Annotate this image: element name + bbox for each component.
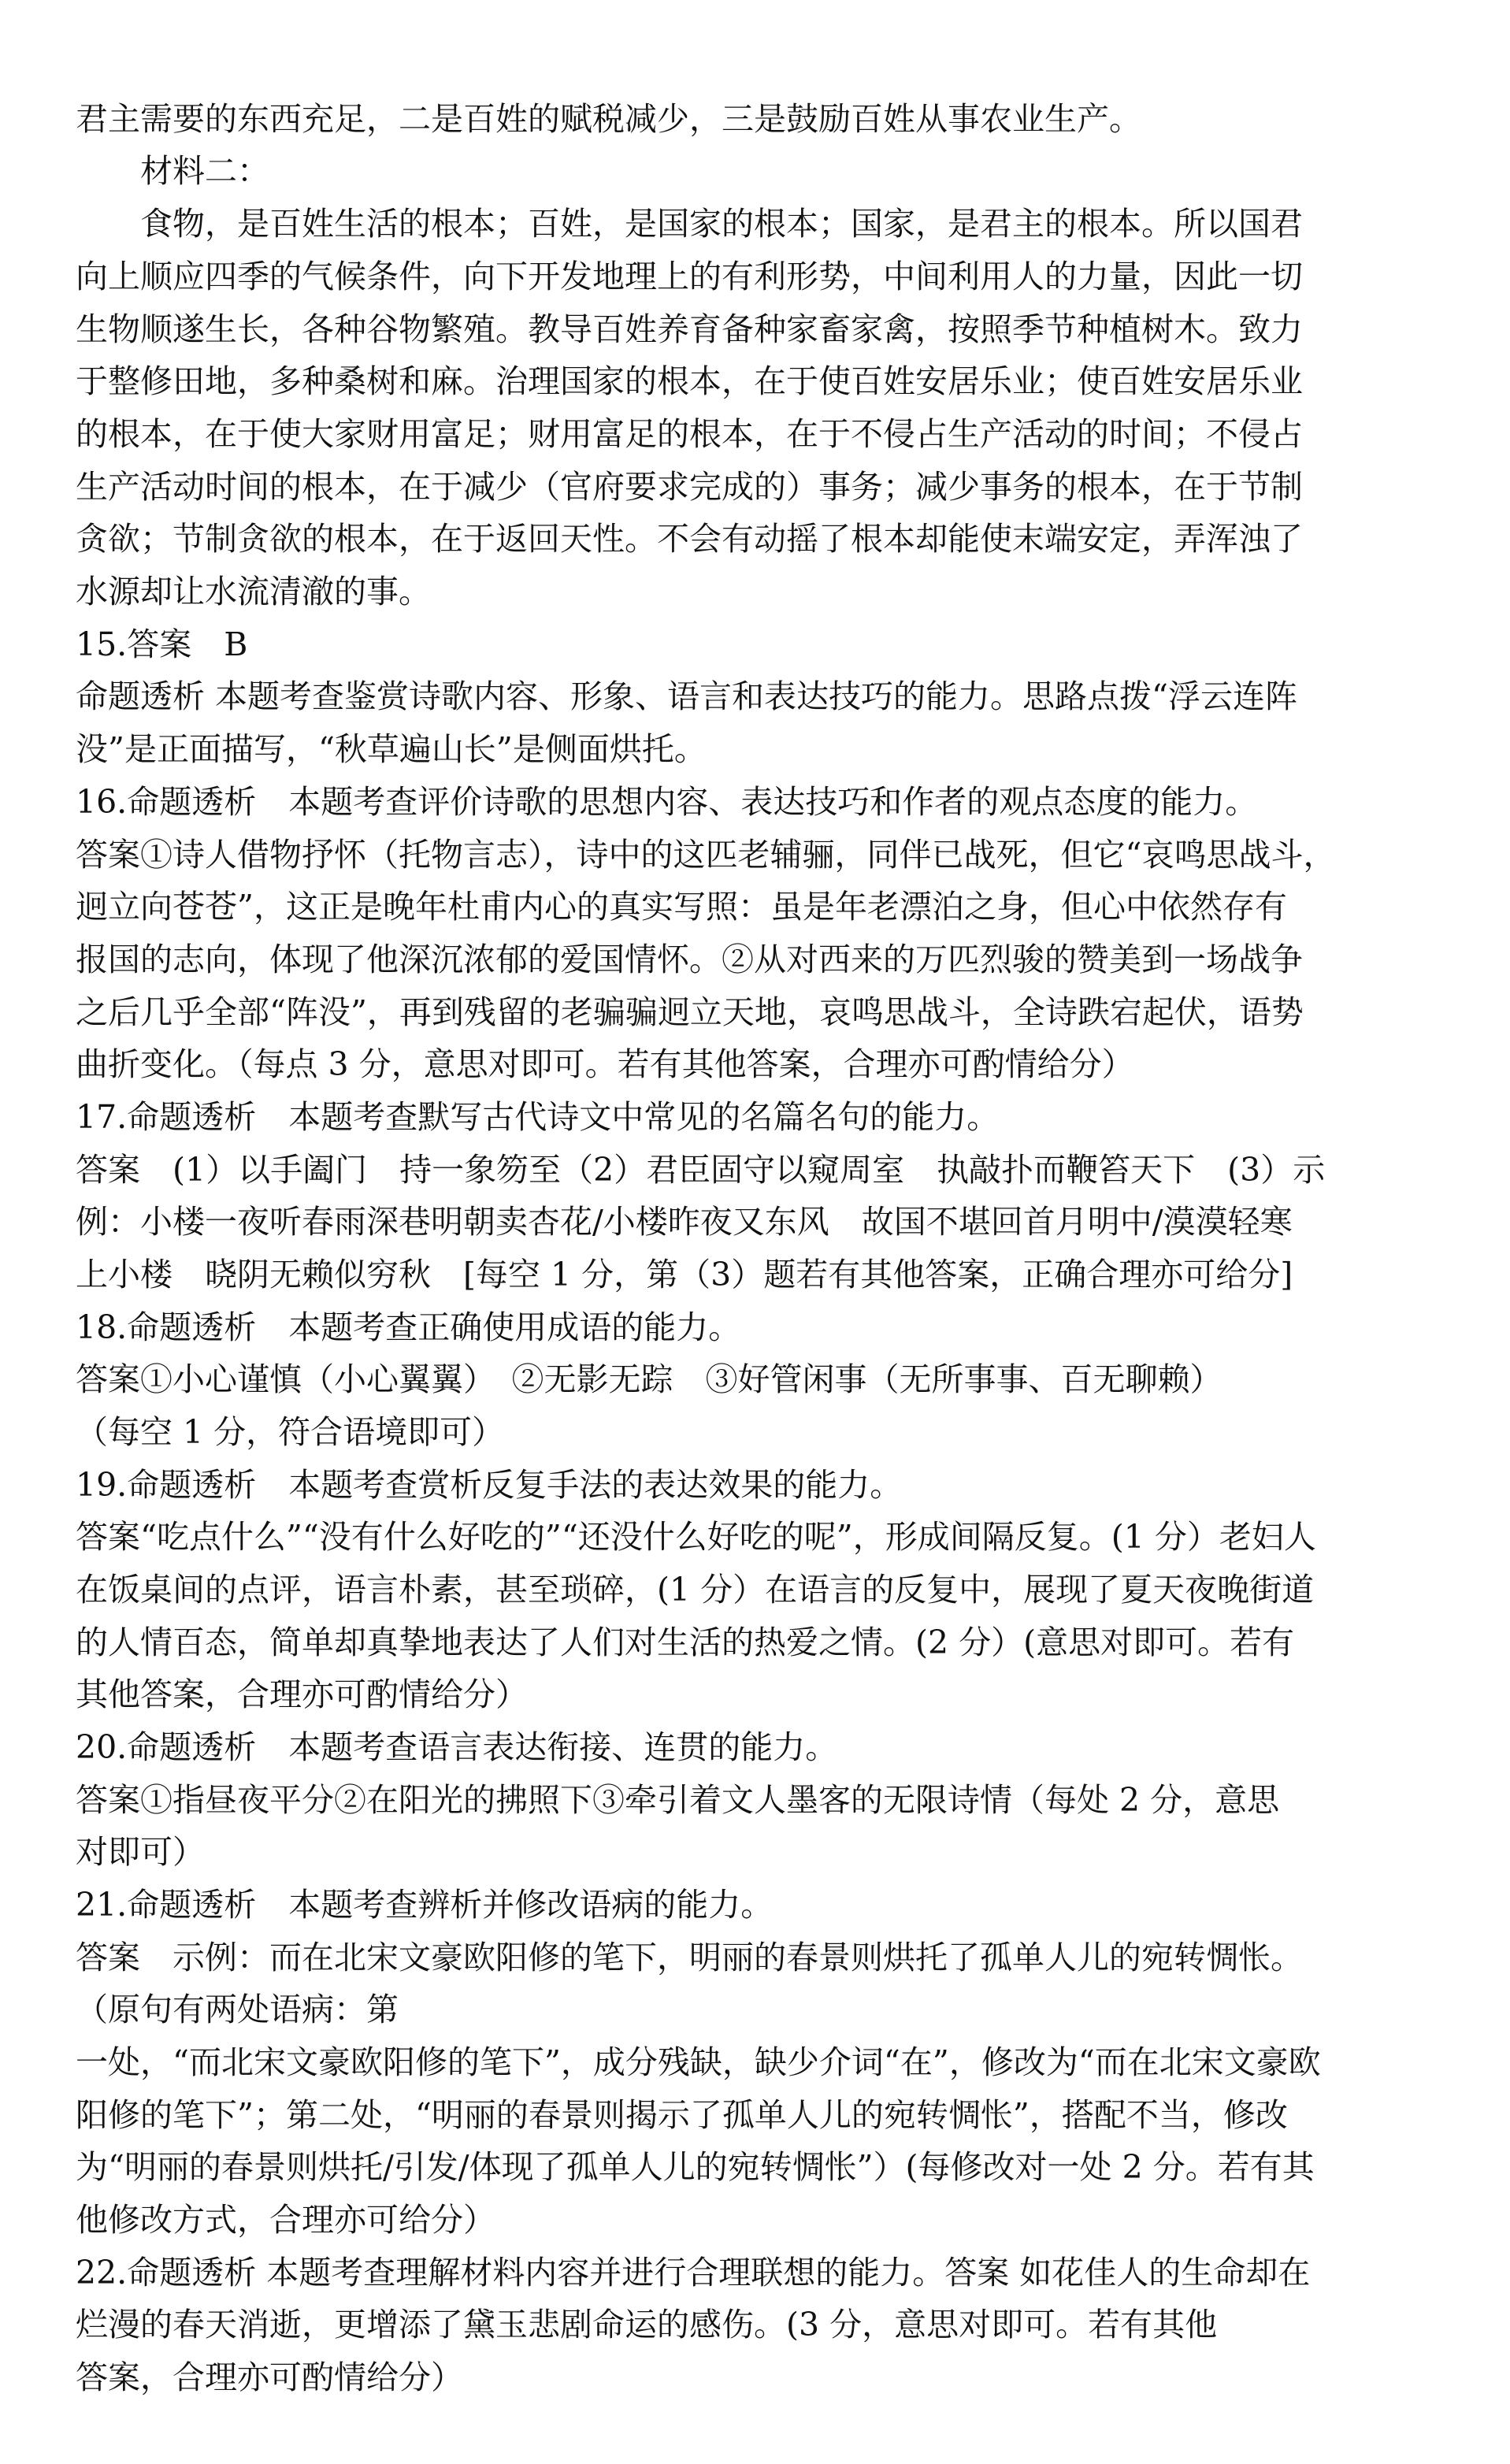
- text-line: 对即可）: [76, 1833, 205, 1871]
- text-line: 上小楼 晓阴无赖似穷秋 [每空 1 分，第（3）题若有其他答案，正确合理亦可给分]: [76, 1256, 1293, 1293]
- text-line: 向上顺应四季的气候条件，向下开发地理上的有利形势，中间利用人的力量，因此一切: [76, 258, 1303, 295]
- text-line: 答案 (1）以手阖门 持一象笏至（2）君臣固守以窥周室 执敲扑而鞭笞天下 (3）示: [76, 1151, 1326, 1189]
- text-line: 的人情百态，简单却真挚地表达了人们对生活的热爱之情。(2 分）(意思对即可。若有: [76, 1623, 1295, 1661]
- question-heading: 20.命题透析 本题考查语言表达衔接、连贯的能力。: [76, 1728, 838, 1766]
- text-line: 生物顺遂生长，各种谷物繁殖。教导百姓养育备种家畜家禽，按照季节种植树木。致力: [76, 310, 1303, 348]
- text-line: 例：小楼一夜听春雨深巷明朝卖杏花/小楼昨夜又东风 故国不堪回首月明中/漠漠轻寒: [76, 1203, 1293, 1241]
- text-line: 迥立向苍苍”，这正是晚年杜甫内心的真实写照：虽是年老漂泊之身，但心中依然存有: [76, 888, 1287, 926]
- text-line: 于整修田地，多种桑树和麻。治理国家的根本，在于使百姓安居乐业；使百姓安居乐业: [76, 362, 1303, 400]
- text-line: 答案“吃点什么”“没有什么好吃的”“还没什么好吃的呢”，形成间隔反复。(1 分）老妇人: [76, 1518, 1316, 1556]
- text-line: 答案①诗人借物抒怀（托物言志），诗中的这匹老辅骊，同伴已战死，但它“哀鸣思战斗，: [76, 836, 1336, 874]
- text-line: 君主需要的东西充足，二是百姓的赋税减少，三是鼓励百姓从事农业生产。: [76, 100, 1141, 138]
- text-line: 答案①指昼夜平分②在阳光的拂照下③牵引着文人墨客的无限诗情（每处 2 分，意思: [76, 1781, 1280, 1819]
- question-heading: 18.命题透析 本题考查正确使用成语的能力。: [76, 1308, 741, 1346]
- text-line: 答案 示例：而在北宋文豪欧阳修的笔下，明丽的春景则烘托了孤单人儿的宛转惆怅。: [76, 1939, 1303, 1976]
- text-line: 其他答案，合理亦可酌情给分）: [76, 1675, 528, 1713]
- text-line: （每空 1 分，符合语境即可）: [76, 1413, 505, 1451]
- text-line: 答案，合理亦可酌情给分）: [76, 2358, 463, 2396]
- text-line: 没”是正面描写，“秋草遍山长”是侧面烘托。: [76, 730, 707, 768]
- text-line: 食物，是百姓生活的根本；百姓，是国家的根本；国家，是君主的根本。所以国君: [140, 205, 1303, 243]
- text-line: 在饭桌间的点评，语言朴素，甚至琐碎，(1 分）在语言的反复中，展现了夏天夜晚街道: [76, 1571, 1315, 1609]
- text-line: 命题透析 本题考查鉴赏诗歌内容、形象、语言和表达技巧的能力。思路点拨“浮云连阵: [76, 677, 1297, 715]
- text-line: 烂漫的春天消逝，更增添了黛玉悲剧命运的感伤。(3 分，意思对即可。若有其他: [76, 2306, 1218, 2343]
- question-heading: 17.命题透析 本题考查默写古代诗文中常见的名篇名句的能力。: [76, 1098, 1000, 1136]
- question-heading: 21.命题透析 本题考查辨析并修改语病的能力。: [76, 1886, 774, 1924]
- text-line: 水源却让水流清澈的事。: [76, 573, 431, 610]
- text-line: 答案①小心谨慎（小心翼翼） ②无影无踪 ③好管闲事（无所事事、百无聊赖）: [76, 1360, 1222, 1398]
- question-heading: 15.答案 B: [76, 625, 248, 663]
- question-heading: 16.命题透析 本题考查评价诗歌的思想内容、表达技巧和作者的观点态度的能力。: [76, 783, 1258, 821]
- text-line: （原句有两处语病：第: [76, 1991, 399, 2028]
- text-line: 阳修的笔下”；第二处，“明丽的春景则揭示了孤单人儿的宛转惆怅”，搭配不当，修改: [76, 2096, 1288, 2134]
- text-line: 为“明丽的春景则烘托/引发/体现了孤单人儿的宛转惆怅”）(每修改对一处 2 分。若有其: [76, 2148, 1315, 2186]
- text-line: 贪欲；节制贪欲的根本，在于返回天性。不会有动摇了根本却能使末端安定，弄浑浊了: [76, 520, 1303, 558]
- question-heading: 22.命题透析 本题考查理解材料内容并进行合理联想的能力。答案 如花佳人的生命却在: [76, 2254, 1311, 2291]
- text-line: 生产活动时间的根本，在于减少（官府要求完成的）事务；减少事务的根本，在于节制: [76, 468, 1303, 506]
- text-line: 报国的志向，体现了他深沉浓郁的爱国情怀。②从对西来的万匹烈骏的赞美到一场战争: [76, 941, 1303, 978]
- text-line: 曲折变化。（每点 3 分，意思对即可。若有其他答案，合理亦可酌情给分）: [76, 1045, 1134, 1083]
- text-line: 他修改方式，合理亦可给分）: [76, 2201, 495, 2239]
- text-line: 一处，“而北宋文豪欧阳修的笔下”，成分残缺，缺少介词“在”，修改为“而在北宋文豪欧: [76, 2043, 1321, 2081]
- question-heading: 19.命题透析 本题考查赏析反复手法的表达效果的能力。: [76, 1466, 903, 1504]
- text-line: 的根本，在于使大家财用富足；财用富足的根本，在于不侵占生产活动的时间；不侵占: [76, 415, 1303, 453]
- text-line: 之后几乎全部“阵没”，再到残留的老骗骗迥立天地，哀鸣思战斗，全诗跌宕起伏，语势: [76, 993, 1304, 1031]
- material-heading: 材料二：: [140, 152, 269, 190]
